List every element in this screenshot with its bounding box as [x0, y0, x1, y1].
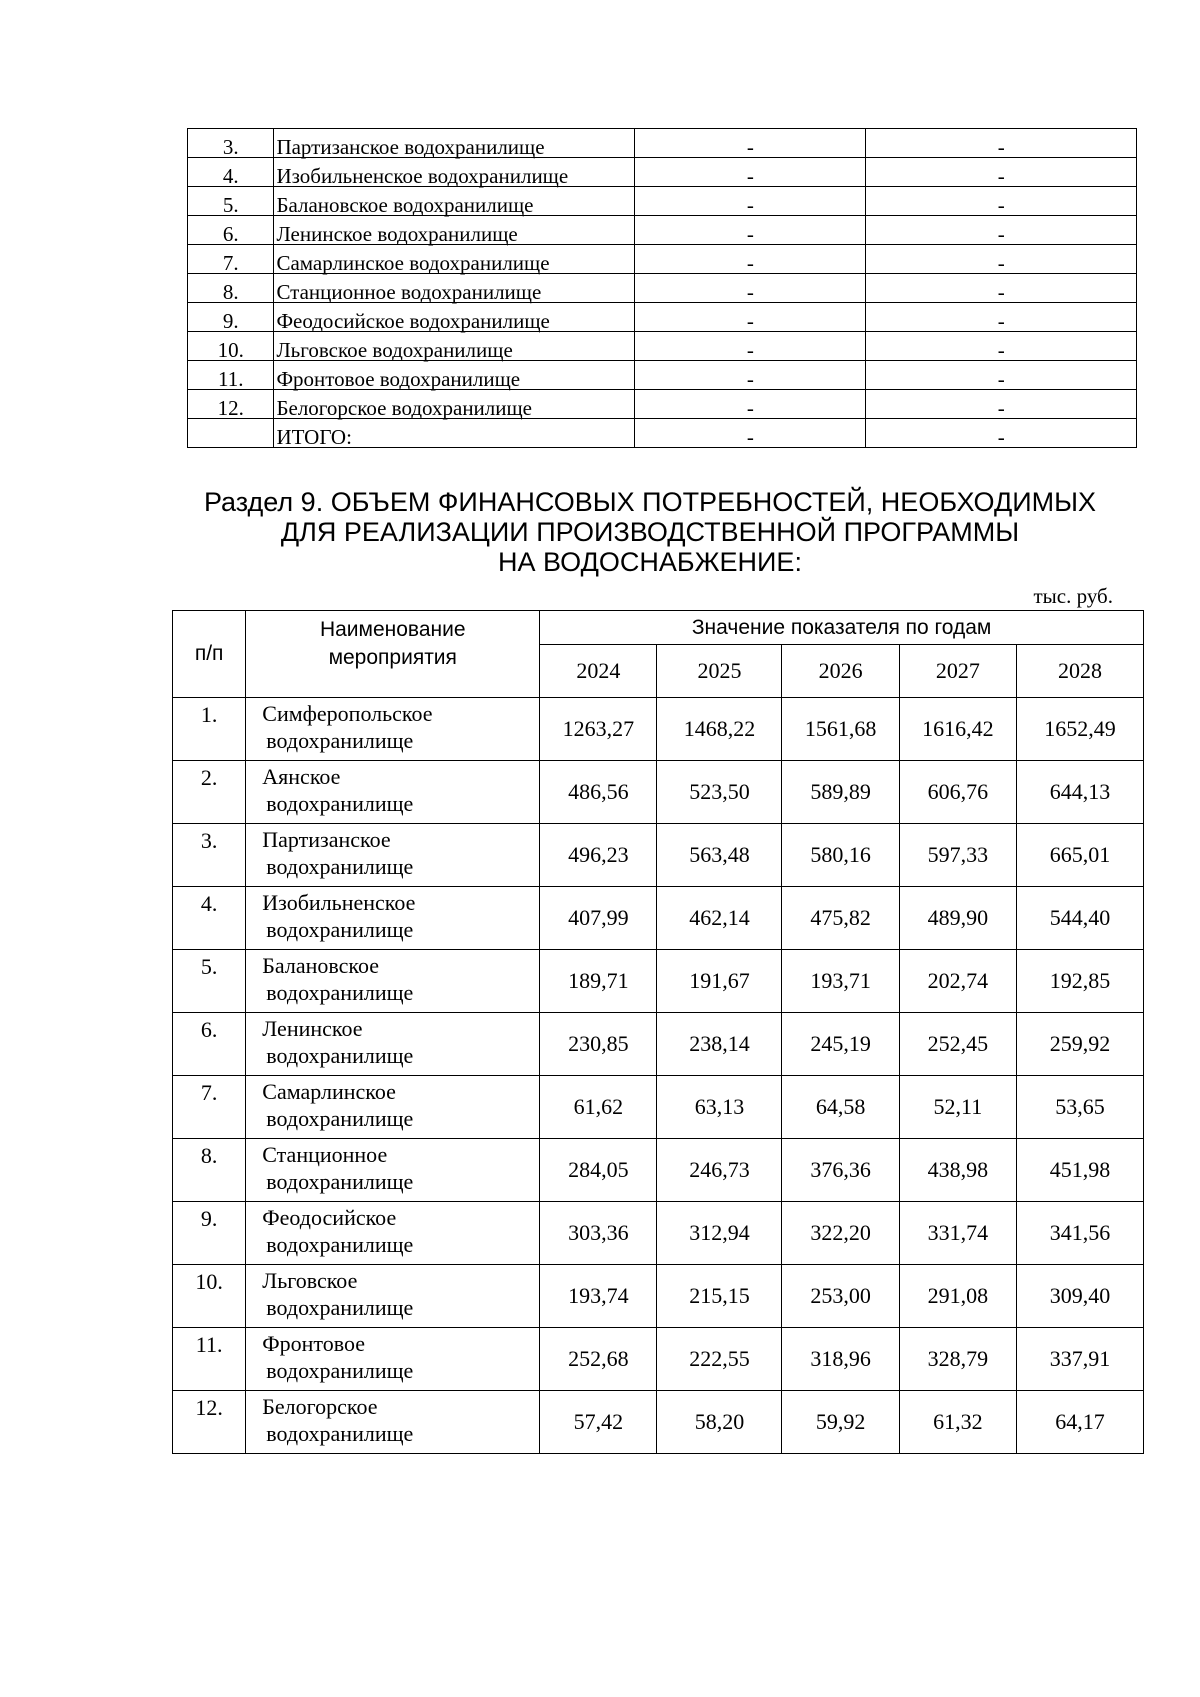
value-cell: 337,91: [1017, 1328, 1144, 1391]
table-row: [173, 1202, 1144, 1265]
measure-name-line: Феодосийское: [262, 1205, 397, 1230]
value-cell: 1263,27: [540, 698, 657, 761]
value-cell: 1652,49: [1017, 698, 1144, 761]
value-cell: 1561,68: [782, 698, 899, 761]
column-header-group: Значение показателя по годам: [540, 611, 1144, 645]
value-cell: 52,11: [899, 1076, 1016, 1139]
section-heading: [120, 487, 1180, 577]
row-number: 11.: [188, 361, 274, 390]
value-cell: 215,15: [657, 1265, 782, 1328]
table-row: [173, 698, 1144, 761]
value-cell: 192,85: [1017, 950, 1144, 1013]
value-cell: 1616,42: [899, 698, 1016, 761]
row-number: 9.: [173, 1202, 246, 1265]
table-row: [173, 950, 1144, 1013]
heading-line: НА ВОДОСНАБЖЕНИЕ:: [498, 547, 802, 577]
value-cell: -: [866, 158, 1137, 187]
value-cell: 665,01: [1017, 824, 1144, 887]
value-cell: 189,71: [540, 950, 657, 1013]
row-number: [188, 419, 274, 448]
value-cell: 253,00: [782, 1265, 899, 1328]
value-cell: 252,68: [540, 1328, 657, 1391]
measure-name: [246, 761, 540, 824]
table-row: [173, 1328, 1144, 1391]
row-number: 10.: [173, 1265, 246, 1328]
row-number: 10.: [188, 332, 274, 361]
units-label: тыс. руб.: [1033, 584, 1113, 608]
value-cell: 191,67: [657, 950, 782, 1013]
value-cell: -: [635, 332, 866, 361]
value-cell: -: [866, 216, 1137, 245]
measure-name: [246, 1139, 540, 1202]
column-header-name-line: Наименование: [319, 618, 466, 641]
value-cell: 589,89: [782, 761, 899, 824]
row-number: 3.: [188, 129, 274, 158]
table-row: [188, 216, 1137, 245]
value-cell: 238,14: [657, 1013, 782, 1076]
measure-name: [246, 1013, 540, 1076]
value-cell: 64,58: [782, 1076, 899, 1139]
value-cell: 246,73: [657, 1139, 782, 1202]
value-cell: 61,32: [899, 1391, 1016, 1454]
value-cell: 222,55: [657, 1328, 782, 1391]
table-row: [188, 274, 1137, 303]
header-row: [173, 611, 1144, 645]
measure-name-line: Аянское: [262, 764, 341, 789]
value-cell: 606,76: [899, 761, 1016, 824]
value-cell: -: [866, 361, 1137, 390]
measure-name: [246, 1328, 540, 1391]
value-cell: 496,23: [540, 824, 657, 887]
value-cell: -: [635, 129, 866, 158]
value-cell: 259,92: [1017, 1013, 1144, 1076]
reservoir-name: Фронтовое водохранилище: [274, 361, 635, 390]
value-cell: 328,79: [899, 1328, 1016, 1391]
financial-needs-body: [173, 611, 1144, 1454]
value-cell: 341,56: [1017, 1202, 1144, 1265]
value-cell: -: [866, 390, 1137, 419]
value-cell: -: [635, 419, 866, 448]
row-number: 6.: [173, 1013, 246, 1076]
value-cell: 322,20: [782, 1202, 899, 1265]
value-cell: 523,50: [657, 761, 782, 824]
value-cell: 245,19: [782, 1013, 899, 1076]
value-cell: 193,74: [540, 1265, 657, 1328]
reservoir-name: Феодосийское водохранилище: [274, 303, 635, 332]
row-number: 3.: [173, 824, 246, 887]
table-row: [188, 129, 1137, 158]
row-number: 8.: [173, 1139, 246, 1202]
value-cell: 58,20: [657, 1391, 782, 1454]
measure-name: [246, 1265, 540, 1328]
reservoir-name: Ленинское водохранилище: [274, 216, 635, 245]
measure-name-line: Станционное: [262, 1142, 388, 1167]
value-cell: 312,94: [657, 1202, 782, 1265]
measure-name-line: водохранилище: [266, 1106, 414, 1131]
measure-name-line: Симферопольское: [262, 701, 433, 726]
table-row: [188, 361, 1137, 390]
measure-name-line: водохранилище: [266, 1421, 414, 1446]
row-number: 6.: [188, 216, 274, 245]
value-cell: 544,40: [1017, 887, 1144, 950]
total-row: [188, 419, 1137, 448]
value-cell: 303,36: [540, 1202, 657, 1265]
measure-name-line: водохранилище: [266, 1043, 414, 1068]
table-row: [173, 824, 1144, 887]
measure-name-line: водохранилище: [266, 980, 414, 1005]
financial-needs-table: [172, 610, 1144, 1454]
value-cell: -: [635, 390, 866, 419]
measure-name-line: водохранилище: [266, 1295, 414, 1320]
measure-name: [246, 1202, 540, 1265]
value-cell: -: [866, 332, 1137, 361]
measure-name-line: водохранилище: [266, 728, 414, 753]
value-cell: -: [635, 187, 866, 216]
value-cell: 438,98: [899, 1139, 1016, 1202]
table-row: [188, 332, 1137, 361]
value-cell: 230,85: [540, 1013, 657, 1076]
row-number: 7.: [173, 1076, 246, 1139]
value-cell: 580,16: [782, 824, 899, 887]
heading-line: ДЛЯ РЕАЛИЗАЦИИ ПРОИЗВОДСТВЕННОЙ ПРОГРАММЫ: [280, 517, 1020, 547]
value-cell: 59,92: [782, 1391, 899, 1454]
column-header-name: [246, 611, 540, 698]
table-row: [188, 303, 1137, 332]
table-row: [188, 187, 1137, 216]
measure-name-line: водохранилище: [266, 791, 414, 816]
value-cell: -: [635, 158, 866, 187]
value-cell: 193,71: [782, 950, 899, 1013]
value-cell: 252,45: [899, 1013, 1016, 1076]
value-cell: 61,62: [540, 1076, 657, 1139]
value-cell: -: [866, 129, 1137, 158]
row-number: 4.: [188, 158, 274, 187]
measure-name-line: Самарлинское: [262, 1079, 396, 1104]
value-cell: 331,74: [899, 1202, 1016, 1265]
measure-name-line: Балановское: [262, 953, 380, 978]
value-cell: -: [635, 216, 866, 245]
measure-name: [246, 887, 540, 950]
reservoir-name: Самарлинское водохранилище: [274, 245, 635, 274]
measure-name-line: водохранилище: [266, 854, 414, 879]
row-number: 7.: [188, 245, 274, 274]
value-cell: 57,42: [540, 1391, 657, 1454]
reservoir-name: Балановское водохранилище: [274, 187, 635, 216]
measure-name-line: Льговское: [262, 1268, 358, 1293]
measure-name: [246, 824, 540, 887]
measure-name-line: водохранилище: [266, 1232, 414, 1257]
year-header: 2024: [540, 645, 657, 698]
year-header: 2026: [782, 645, 899, 698]
value-cell: -: [866, 274, 1137, 303]
value-cell: 53,65: [1017, 1076, 1144, 1139]
table-row: [188, 245, 1137, 274]
table-row: [173, 1076, 1144, 1139]
value-cell: 451,98: [1017, 1139, 1144, 1202]
value-cell: 63,13: [657, 1076, 782, 1139]
table-row: [188, 158, 1137, 187]
year-header: 2028: [1017, 645, 1144, 698]
value-cell: 489,90: [899, 887, 1016, 950]
row-number: 5.: [173, 950, 246, 1013]
year-header: 2027: [899, 645, 1016, 698]
measure-name-line: водохранилище: [266, 1358, 414, 1383]
value-cell: 309,40: [1017, 1265, 1144, 1328]
table-row: [173, 761, 1144, 824]
table-row: [173, 1013, 1144, 1076]
measure-name-line: Ленинское: [262, 1016, 363, 1041]
value-cell: -: [866, 187, 1137, 216]
value-cell: 64,17: [1017, 1391, 1144, 1454]
value-cell: 644,13: [1017, 761, 1144, 824]
measure-name-line: Партизанское: [262, 827, 391, 852]
value-cell: 462,14: [657, 887, 782, 950]
total-label: ИТОГО:: [274, 419, 635, 448]
table-row: [188, 390, 1137, 419]
value-cell: 376,36: [782, 1139, 899, 1202]
value-cell: -: [866, 245, 1137, 274]
column-header-number: п/п: [173, 611, 246, 698]
measure-name: [246, 1391, 540, 1454]
row-number: 5.: [188, 187, 274, 216]
value-cell: 202,74: [899, 950, 1016, 1013]
row-number: 11.: [173, 1328, 246, 1391]
reservoir-name: Белогорское водохранилище: [274, 390, 635, 419]
value-cell: -: [635, 245, 866, 274]
reservoir-name: Льговское водохранилище: [274, 332, 635, 361]
year-header: 2025: [657, 645, 782, 698]
value-cell: -: [635, 274, 866, 303]
value-cell: -: [635, 361, 866, 390]
measure-name: [246, 1076, 540, 1139]
value-cell: 291,08: [899, 1265, 1016, 1328]
value-cell: 318,96: [782, 1328, 899, 1391]
row-number: 9.: [188, 303, 274, 332]
row-number: 1.: [173, 698, 246, 761]
measure-name-line: водохранилище: [266, 917, 414, 942]
reservoir-summary-table: [187, 128, 1137, 448]
measure-name-line: Белогорское: [262, 1394, 378, 1419]
table-row: [173, 887, 1144, 950]
row-number: 4.: [173, 887, 246, 950]
value-cell: -: [866, 303, 1137, 332]
value-cell: 475,82: [782, 887, 899, 950]
row-number: 2.: [173, 761, 246, 824]
row-number: 8.: [188, 274, 274, 303]
row-number: 12.: [188, 390, 274, 419]
measure-name: [246, 950, 540, 1013]
value-cell: 407,99: [540, 887, 657, 950]
reservoir-name: Изобильненское водохранилище: [274, 158, 635, 187]
table-row: [173, 1391, 1144, 1454]
table-row: [173, 1265, 1144, 1328]
value-cell: -: [866, 419, 1137, 448]
measure-name-line: водохранилище: [266, 1169, 414, 1194]
value-cell: 284,05: [540, 1139, 657, 1202]
heading-line: Раздел 9. ОБЪЕМ ФИНАНСОВЫХ ПОТРЕБНОСТЕЙ, НЕОБХОДИМЫХ: [203, 487, 1097, 517]
reservoir-name: Станционное водохранилище: [274, 274, 635, 303]
measure-name-line: Фронтовое: [262, 1331, 366, 1356]
table-row: [173, 1139, 1144, 1202]
reservoir-name: Партизанское водохранилище: [274, 129, 635, 158]
measure-name: [246, 698, 540, 761]
row-number: 12.: [173, 1391, 246, 1454]
reservoir-summary-body: [188, 129, 1137, 448]
value-cell: 563,48: [657, 824, 782, 887]
value-cell: 597,33: [899, 824, 1016, 887]
measure-name-line: Изобильненское: [262, 890, 416, 915]
value-cell: 1468,22: [657, 698, 782, 761]
value-cell: 486,56: [540, 761, 657, 824]
column-header-name-line: мероприятия: [328, 646, 457, 669]
value-cell: -: [635, 303, 866, 332]
